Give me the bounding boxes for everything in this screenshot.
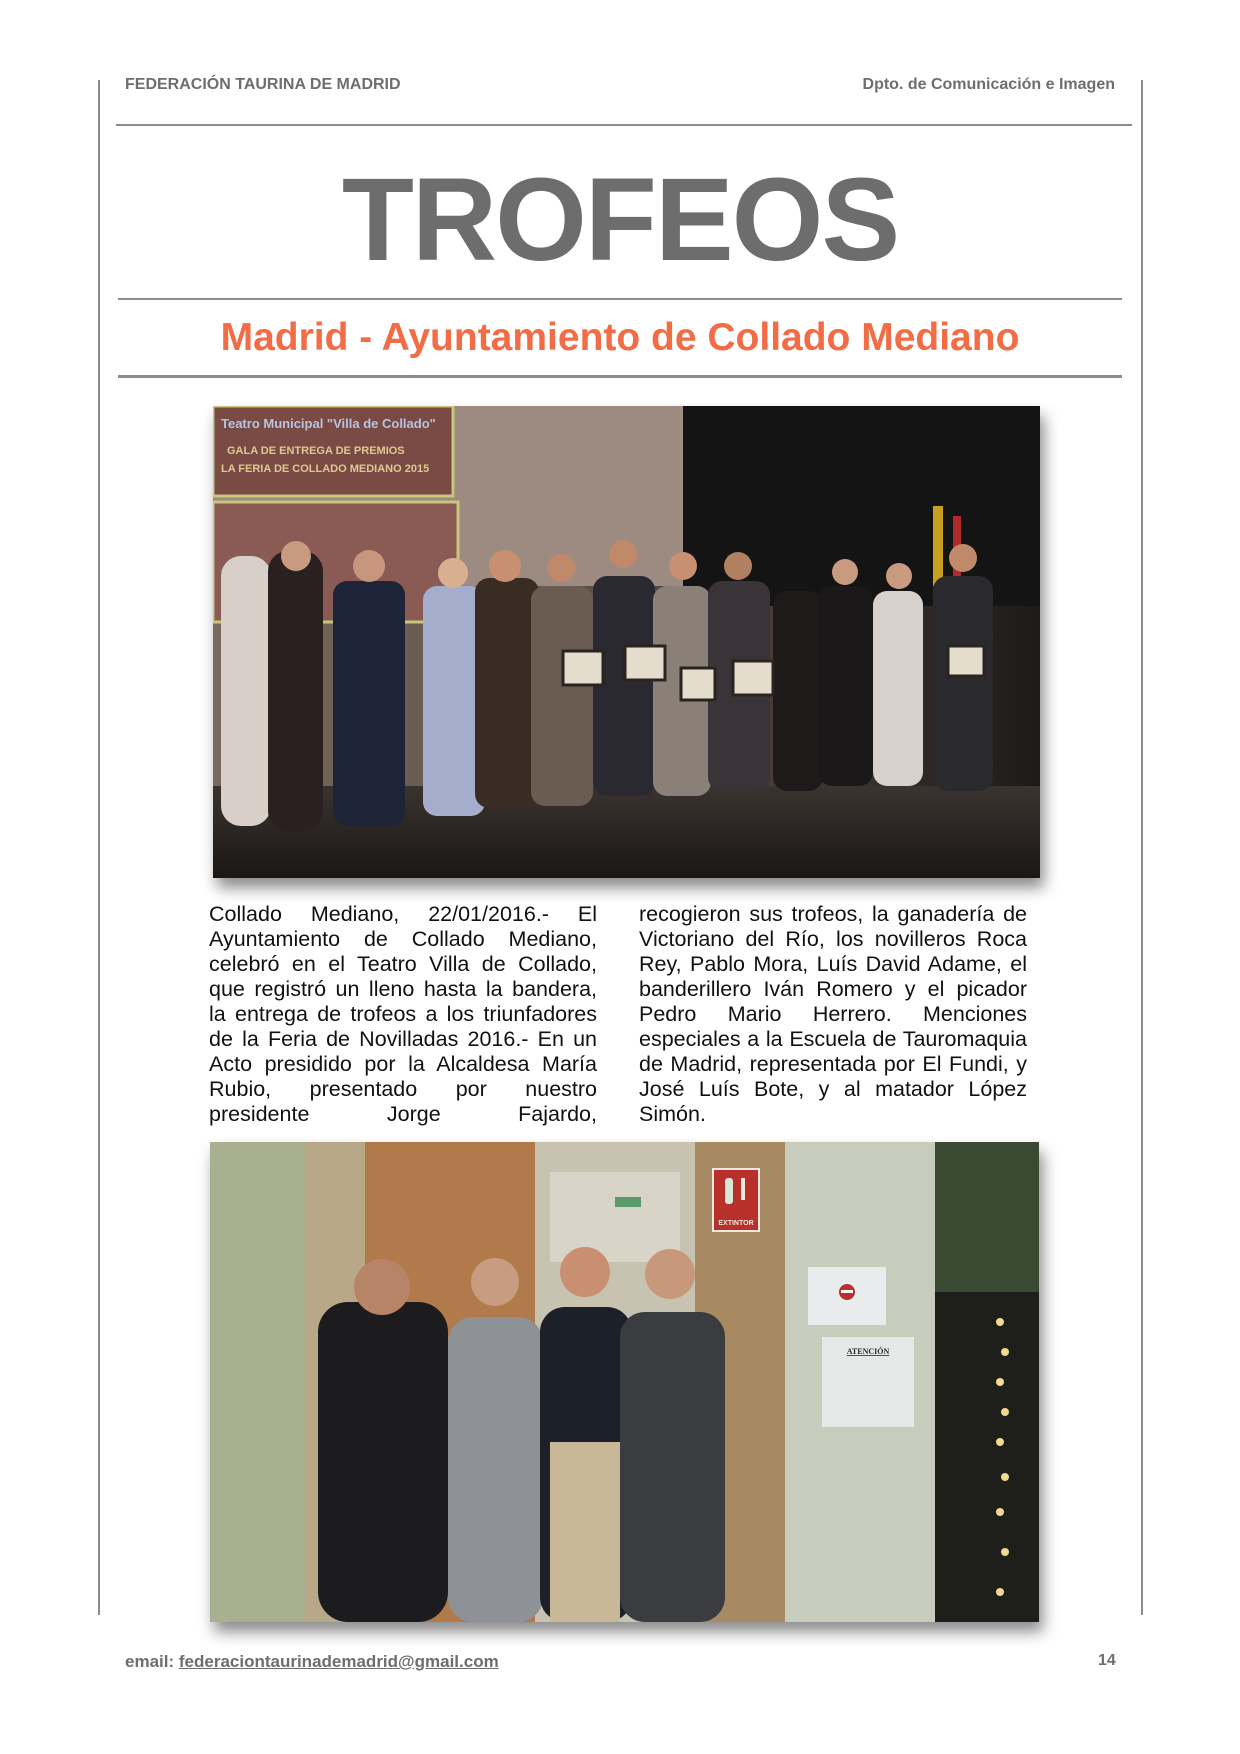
screen-text-gala: GALA DE ENTREGA DE PREMIOS [227, 445, 405, 457]
header-organization: FEDERACIÓN TAURINA DE MADRID [125, 76, 401, 93]
photo-hallway-group [210, 1142, 1039, 1622]
extintor-label: EXTINTOR [718, 1220, 754, 1227]
header-department: Dpto. de Comunicación e Imagen [862, 76, 1115, 93]
footer-email-link[interactable]: federaciontaurinademadrid@gmail.com [178, 1652, 499, 1671]
page-border-left [98, 80, 100, 1615]
photo-award-ceremony [213, 406, 1040, 878]
footer-email [125, 1652, 499, 1672]
award-ceremony-image [213, 406, 1040, 878]
footer-email-label: email: [125, 1652, 175, 1671]
hallway-group-image [210, 1142, 1039, 1622]
page-title: TROFEOS [341, 154, 899, 286]
article-subtitle: Madrid - Ayuntamiento de Collado Mediano [220, 316, 1020, 359]
fire-extinguisher-sign [713, 1169, 759, 1231]
exit-sign-icon [615, 1197, 641, 1207]
screen-text-venue: Teatro Municipal "Villa de Collado" [221, 416, 436, 431]
article-paragraph-2: recogieron sus trofeos, la ganadería de Victoriano del Río, los novilleros Roca Rey, Pablo Mora, Luís David Adame, el banderillero Iván Romero y el picador Pedro Mario Herrero. Menciones especiales a la Escuela de Tauromaquia de Madrid, representada por El Fundi, y José Luís Bote, y al matador López Simón. [639, 902, 1027, 1126]
header-divider [116, 124, 1132, 126]
article-column-2 [639, 902, 1027, 1127]
title-divider [118, 298, 1122, 300]
page-border-right [1141, 80, 1143, 1615]
page-number: 14 [1098, 1652, 1116, 1669]
subtitle-divider [118, 375, 1122, 378]
article-column-1 [209, 902, 597, 1127]
article-paragraph-1: Collado Mediano, 22/01/2016.- El Ayuntamiento de Collado Mediano, celebró en el Teatro Villa de Collado, que registró un lleno hasta la bandera, la entrega de trofeos a los triunfadores de la Feria de Novilladas 2016.- En un Acto presidido por la Alcaldesa María Rubio, presentado por nuestro presidente Jorge Fajardo, [209, 902, 597, 1126]
notice-title: ATENCIÓN [846, 1347, 890, 1356]
screen-text-feria: LA FERIA DE COLLADO MEDIANO 2015 [221, 463, 430, 475]
